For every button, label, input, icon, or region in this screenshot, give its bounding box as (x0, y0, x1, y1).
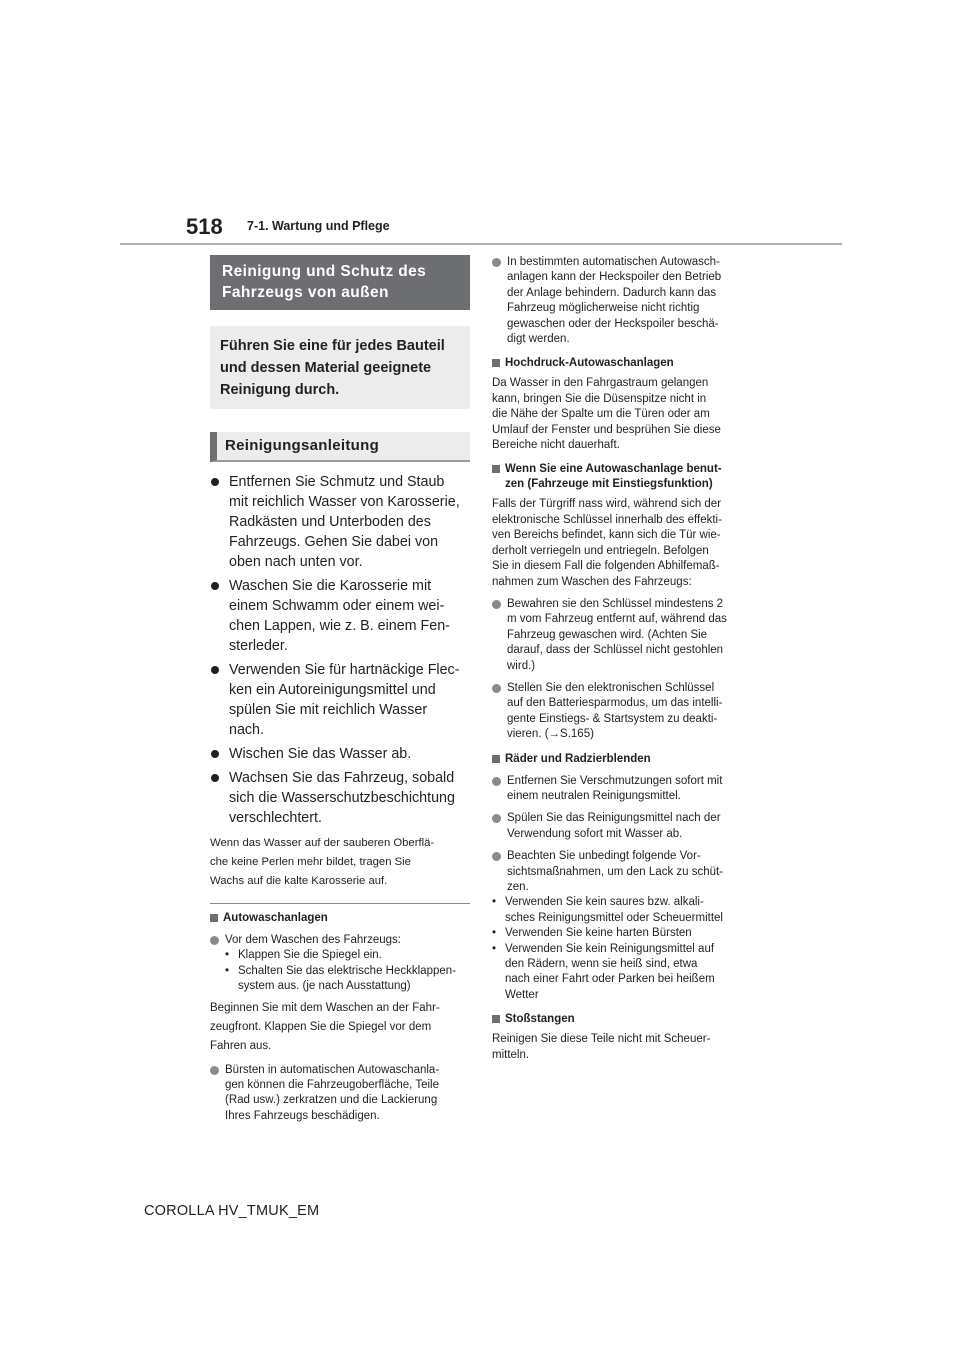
square-bullet-icon (492, 359, 500, 367)
chapter-title: 7-1. Wartung und Pflege (247, 219, 390, 233)
list-item (492, 849, 754, 895)
circle-bullet-icon (210, 1066, 219, 1075)
list-item (210, 576, 470, 656)
page-number: 518 (186, 214, 223, 239)
text-line: Klappen Sie die Spiegel ein. (238, 949, 382, 962)
dot-bullet-icon: • (492, 942, 497, 955)
smart-entry-heading (492, 462, 754, 492)
cleaning-steps-list (210, 472, 470, 828)
text-line: Schalten Sie das elektrische Heckklappen- (238, 964, 456, 977)
text-line: Entfernen Sie Schmutz und Staub (229, 474, 445, 490)
text-line: Fahrzeug möglicherweise nicht richtig (507, 302, 700, 315)
heading-text: Hochdruck-Autowaschanlagen (505, 357, 674, 370)
text-line: Wenn das Wasser auf der sauberen Oberflä- (210, 837, 435, 849)
high-pressure-paragraph (492, 376, 754, 453)
text-line: sich die Wasserschutzbeschichtung (229, 790, 455, 806)
text-line: digt werden. (507, 333, 570, 346)
intro-line: Führen Sie eine für jedes Bauteil (220, 338, 445, 354)
text-line: system aus. (je nach Ausstattung) (238, 980, 411, 993)
heading-text: zen (Fahrzeuge mit Einstiegsfunktion) (505, 478, 713, 491)
text-line: sichtsmaßnahmen, um den Lack zu schüt- (507, 865, 724, 878)
sub-list-item (492, 942, 754, 1004)
dot-bullet-icon: • (225, 949, 230, 962)
list-item (210, 744, 470, 764)
text-line: auf den Batteriesparmodus, um das intelli- (507, 697, 723, 710)
list-item (210, 768, 470, 828)
list-item (492, 811, 754, 842)
text-line: Verwenden Sie für hartnäckige Flec- (229, 662, 460, 678)
circle-bullet-icon (492, 852, 501, 861)
text-line: einem Schwamm oder einem wei- (229, 598, 445, 614)
text-line: Bürsten in automatischen Autowaschanla- (225, 1063, 440, 1076)
text-line: ven Bereichs befindet, kann sich die Tür wie- (492, 529, 721, 542)
text-line: die Nähe der Spalte um die Türen oder am (492, 408, 710, 421)
text-line: anlagen kann der Heckspoiler den Betrieb (507, 271, 722, 284)
intro-line: Reinigung durch. (220, 382, 340, 398)
left-column (210, 255, 470, 1124)
text-line: Spülen Sie das Reinigungsmittel nach der (507, 812, 721, 825)
square-bullet-icon (492, 465, 500, 473)
heading-text: Wenn Sie eine Autowaschanlage benut- (505, 463, 722, 476)
text-line: (Rad usw.) zerkratzen und die Lackierung (225, 1094, 438, 1107)
text-line: Wachs auf die kalte Karosserie auf. (210, 875, 388, 887)
text-line: zen. (507, 881, 529, 893)
list-item (492, 774, 754, 805)
list-item (492, 597, 754, 674)
text-line: den Rädern, wenn sie heiß sind, etwa (505, 958, 698, 971)
text-line: verschlechtert. (229, 810, 322, 826)
text-line: Beginnen Sie mit dem Waschen an der Fahr- (210, 1001, 440, 1014)
header-rule (120, 243, 842, 245)
square-bullet-icon (492, 1015, 500, 1023)
text-line: Sie in diesem Fall die folgenden Abhilfemaß- (492, 560, 720, 573)
square-bullet-icon (492, 755, 500, 763)
text-line: Verwenden Sie keine harten Bürsten (505, 927, 692, 940)
heading-text: Räder und Radzierblenden (505, 752, 651, 765)
text-line: oben nach unten vor. (229, 554, 363, 570)
text-line: Umlauf der Fenster und besprühen Sie diese (492, 423, 721, 436)
text-line: wird.) (507, 659, 536, 672)
list-item (210, 660, 470, 740)
list-item (492, 255, 754, 347)
text-line: Fahren aus. (210, 1039, 272, 1052)
circle-bullet-icon (210, 936, 219, 945)
text-line: Fahrzeug gewaschen wird. (Achten Sie (507, 628, 708, 641)
text-line: Vor dem Waschen des Fahrzeugs: (225, 934, 401, 946)
text-line: gente Einstiegs- & Startsystem zu deakti- (507, 712, 718, 725)
text-line: mitteln. (492, 1048, 530, 1061)
high-pressure-heading (492, 356, 754, 371)
list-item (210, 472, 470, 572)
text-line: Fahrzeugs. Gehen Sie dabei von (229, 534, 439, 550)
text-line: Reinigen Sie diese Teile nicht mit Scheuer- (492, 1033, 711, 1046)
smart-entry-paragraph (492, 497, 754, 589)
circle-bullet-icon (492, 777, 501, 786)
text-line: Stellen Sie den elektronischen Schlüssel (507, 681, 715, 694)
text-line: elektronische Schlüssel innerhalb des effekti- (492, 513, 722, 526)
text-line: Falls der Türgriff nass wird, während sich der (492, 498, 722, 511)
heading-text: Stoßstangen (505, 1013, 575, 1026)
text-line: Da Wasser in den Fahrgastraum gelangen (492, 377, 709, 390)
text-line: nahmen zum Waschen des Fahrzeugs: (492, 575, 692, 588)
section-title-box (210, 255, 470, 310)
heading-text: Autowaschanlagen (223, 912, 328, 924)
carwash-paragraph (210, 999, 470, 1056)
text-line: m vom Fahrzeug entfernt auf, während das (507, 613, 727, 626)
text-line: zeugfront. Klappen Sie die Spiegel vor dem (210, 1020, 432, 1033)
text-line: chen Lappen, wie z. B. einem Fen- (229, 618, 450, 634)
bullet-icon (211, 750, 219, 758)
text-line: gewaschen oder der Heckspoiler beschä- (507, 317, 719, 330)
bumpers-paragraph (492, 1032, 754, 1063)
dot-bullet-icon: • (225, 964, 230, 977)
text-line: Radkästen und Unterboden des (229, 514, 431, 530)
intro-line: und dessen Material geeignete (220, 360, 432, 376)
wax-note (210, 834, 470, 891)
text-line: sterleder. (229, 638, 288, 654)
text-line: vieren. (→S.165) (507, 728, 594, 741)
text-line: Bereiche nicht dauerhaft. (492, 439, 620, 452)
list-item (210, 933, 470, 995)
carwash-heading (210, 911, 470, 926)
text-line: In bestimmten automatischen Autowasch- (507, 256, 720, 268)
sub-list-item (225, 964, 470, 995)
text-line: nach einer Fahrt oder Parken bei heißem (505, 973, 715, 986)
right-column (492, 255, 754, 1063)
list-item (210, 1063, 470, 1125)
title-line: Reinigung und Schutz des (222, 263, 427, 280)
bullet-icon (211, 774, 219, 782)
text-line: nach. (229, 722, 264, 738)
text-line: ken ein Autoreinigungsmittel und (229, 682, 436, 698)
text-line: der Anlage behindern. Dadurch kann das (507, 286, 717, 299)
square-bullet-icon (210, 914, 218, 922)
text-line: spülen Sie mit reichlich Wasser (229, 702, 428, 718)
sub-list-item (225, 948, 470, 963)
circle-bullet-icon (492, 600, 501, 609)
cleaning-instructions-heading: Reinigungsanleitung (210, 432, 470, 462)
circle-bullet-icon (492, 258, 501, 267)
dot-bullet-icon: • (492, 927, 497, 940)
text-line: Ihres Fahrzeugs beschädigen. (225, 1109, 380, 1122)
text-line: Verwenden Sie kein Reinigungsmittel auf (505, 942, 715, 955)
text-line: Verwendung sofort mit Wasser ab. (507, 827, 683, 840)
sub-list-item (492, 895, 754, 926)
circle-bullet-icon (492, 814, 501, 823)
text-line: kann, bringen Sie die Düsenspitze nicht in (492, 392, 707, 405)
text-line: Verwenden Sie kein saures bzw. alkali- (505, 896, 704, 909)
text-line: darauf, dass der Schlüssel nicht gestohlen (507, 644, 724, 657)
text-line: sches Reinigungsmittel oder Scheuermittel (505, 911, 723, 924)
dot-bullet-icon: • (492, 896, 497, 909)
text-line: Bewahren sie den Schlüssel mindestens 2 (507, 597, 724, 610)
text-line: gen können die Fahrzeugoberfläche, Teile (225, 1079, 439, 1092)
text-line: Wachsen Sie das Fahrzeug, sobald (229, 770, 455, 786)
text-line: Wetter (505, 988, 539, 1001)
footer-model-code: COROLLA HV_TMUK_EM (144, 1203, 320, 1219)
wheels-precautions (492, 895, 754, 1003)
text-line: mit reichlich Wasser von Karosserie, (229, 494, 460, 510)
bullet-icon (211, 582, 219, 590)
bumpers-heading (492, 1012, 754, 1027)
text-line: Wischen Sie das Wasser ab. (229, 746, 412, 762)
text-line: Waschen Sie die Karosserie mit (229, 578, 432, 594)
wheels-heading (492, 752, 754, 767)
bullet-icon (211, 666, 219, 674)
title-line: Fahrzeugs von außen (222, 284, 389, 301)
circle-bullet-icon (492, 684, 501, 693)
text-line: che keine Perlen mehr bildet, tragen Sie (210, 856, 411, 868)
text-line: Beachten Sie unbedingt folgende Vor- (507, 850, 701, 863)
intro-box (210, 326, 470, 409)
bullet-icon (211, 478, 219, 486)
list-item (492, 681, 754, 743)
divider (210, 903, 470, 904)
text-line: Entfernen Sie Verschmutzungen sofort mit (507, 774, 723, 787)
sub-list-item (492, 926, 754, 941)
text-line: derholt verriegeln und entriegeln. Befolgen (492, 544, 709, 557)
text-line: einem neutralen Reinigungsmittel. (507, 789, 681, 802)
